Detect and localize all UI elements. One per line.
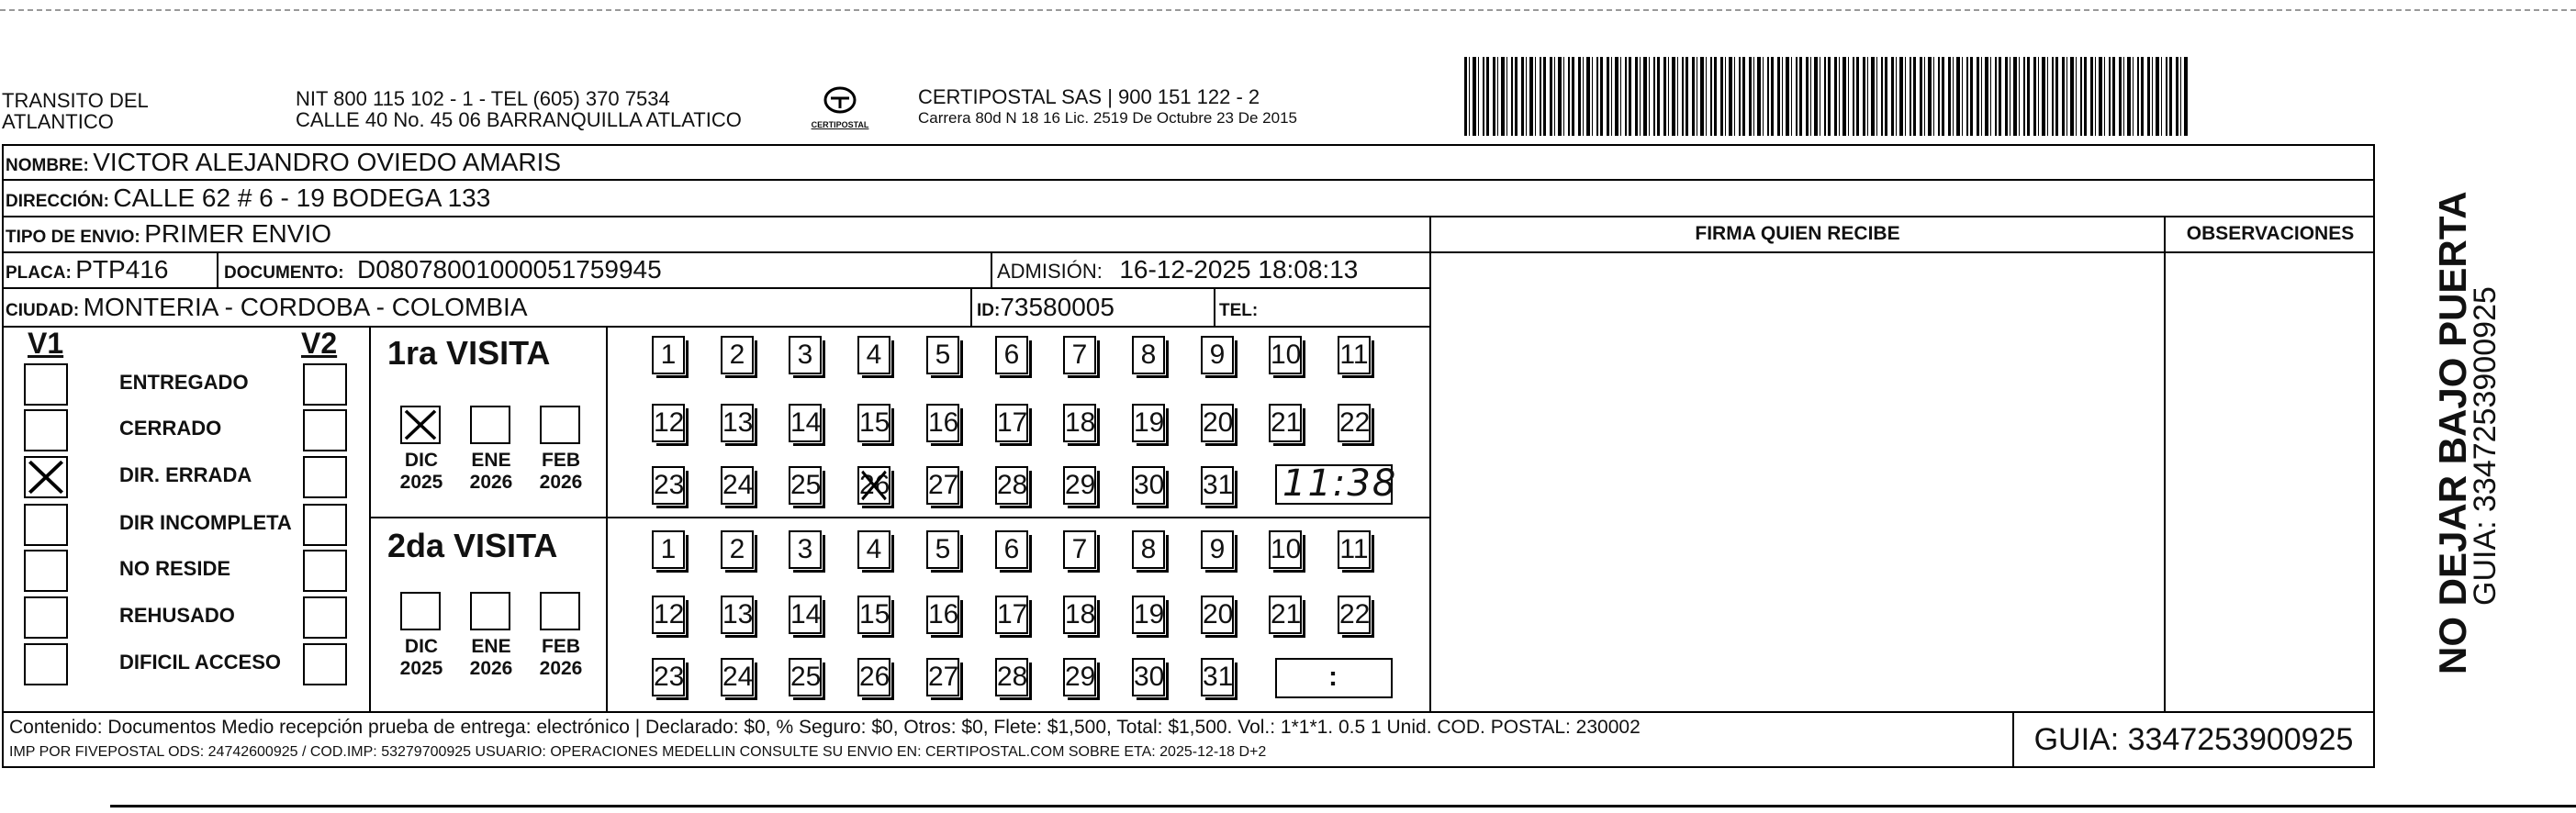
day-box[interactable]: 22 bbox=[1338, 596, 1371, 634]
day-box[interactable]: 29 bbox=[1063, 658, 1096, 696]
day-box[interactable]: 13 bbox=[721, 404, 754, 442]
top-cut-line bbox=[0, 9, 2576, 11]
tel-label: TEL: bbox=[1219, 301, 1259, 320]
month-label bbox=[459, 636, 523, 680]
day-box[interactable]: 26 bbox=[857, 658, 890, 696]
ciudad-value: MONTERIA - CORDOBA - COLOMBIA bbox=[83, 293, 528, 321]
day-box[interactable]: 7 bbox=[1063, 336, 1096, 374]
day-box[interactable]: 1 bbox=[652, 336, 685, 374]
month-name: DIC bbox=[404, 636, 439, 657]
company-line2: Carrera 80d N 18 16 Lic. 2519 De Octubre 23 De 2015 bbox=[918, 109, 1297, 127]
nombre-row bbox=[6, 145, 561, 180]
month-checkbox[interactable] bbox=[400, 406, 441, 444]
tipo-row bbox=[6, 217, 331, 251]
day-box[interactable]: 31 bbox=[1201, 658, 1234, 696]
day-box[interactable]: 11 bbox=[1338, 336, 1371, 374]
day-box[interactable]: 17 bbox=[995, 596, 1028, 634]
day-box[interactable]: 11 bbox=[1338, 530, 1371, 569]
visit1-time-box[interactable] bbox=[1275, 462, 1398, 505]
day-box[interactable]: 8 bbox=[1132, 336, 1165, 374]
month-label bbox=[459, 450, 523, 494]
v2-checkbox[interactable] bbox=[303, 456, 347, 498]
ciudad-cell bbox=[6, 288, 528, 326]
day-box[interactable]: 14 bbox=[789, 404, 822, 442]
day-box[interactable]: 15 bbox=[857, 596, 890, 634]
day-box[interactable]: 20 bbox=[1201, 596, 1234, 634]
ciudad-label: CIUDAD: bbox=[6, 301, 80, 320]
month-checkbox[interactable] bbox=[470, 592, 510, 630]
observaciones-header: OBSERVACIONES bbox=[2186, 223, 2355, 244]
cross-overlay bbox=[859, 468, 889, 503]
month-name: FEB bbox=[542, 636, 580, 657]
company-info bbox=[918, 86, 1297, 128]
v1-checkbox[interactable] bbox=[24, 456, 68, 498]
month-year: 2026 bbox=[469, 472, 513, 493]
v1-checkbox[interactable] bbox=[24, 409, 68, 451]
day-box[interactable]: 10 bbox=[1269, 530, 1302, 569]
day-box[interactable]: 25 bbox=[789, 466, 822, 505]
nombre-value: VICTOR ALEJANDRO OVIEDO AMARIS bbox=[93, 148, 562, 176]
v1-checkbox[interactable] bbox=[24, 643, 68, 685]
day-box[interactable]: 18 bbox=[1063, 404, 1096, 442]
day-box[interactable]: 8 bbox=[1132, 530, 1165, 569]
day-box[interactable]: 23 bbox=[652, 658, 685, 696]
month-label bbox=[389, 636, 454, 680]
day-box[interactable]: 19 bbox=[1132, 596, 1165, 634]
sender-nit bbox=[296, 88, 742, 130]
day-box[interactable]: 24 bbox=[721, 466, 754, 505]
status-label: CERRADO bbox=[119, 417, 222, 440]
visit2-title: 2da VISITA bbox=[387, 527, 558, 564]
month-checkbox[interactable] bbox=[540, 406, 580, 444]
month-name: ENE bbox=[471, 636, 511, 657]
day-box[interactable]: 28 bbox=[995, 466, 1028, 505]
tipo-label: TIPO DE ENVIO: bbox=[6, 228, 140, 247]
no-dejar-warning: NO DEJAR BAJO PUERTA bbox=[2431, 191, 2474, 674]
day-box[interactable]: 30 bbox=[1132, 658, 1165, 696]
day-box[interactable]: 5 bbox=[926, 336, 959, 374]
day-box[interactable]: 9 bbox=[1201, 336, 1234, 374]
day-box[interactable]: 23 bbox=[652, 466, 685, 505]
nit-line1: NIT 800 115 102 - 1 - TEL (605) 370 7534 bbox=[296, 87, 670, 110]
month-name: ENE bbox=[471, 450, 511, 471]
placa-cell bbox=[6, 252, 168, 287]
visit1-title: 1ra VISITA bbox=[387, 334, 551, 372]
footer-line1: Contenido: Documentos Medio recepción prueba de entrega: electrónico | Declarado: $0, % Seguro: $0, Otros: $0, Flete: $1,500, Total: $1,500. Vol.: 1*1*1. 0.5 1 Unid. COD. POSTAL: 230002 bbox=[9, 717, 1641, 738]
documento-cell bbox=[224, 252, 662, 287]
guia-vertical: GUIA: 3347253900925 bbox=[2468, 286, 2503, 606]
day-box[interactable]: 10 bbox=[1269, 336, 1302, 374]
day-box[interactable]: 1 bbox=[652, 530, 685, 569]
day-box[interactable]: 28 bbox=[995, 658, 1028, 696]
day-box[interactable]: 5 bbox=[926, 530, 959, 569]
v2-header: V2 bbox=[301, 327, 338, 360]
day-box[interactable]: 13 bbox=[721, 596, 754, 634]
day-box[interactable]: 19 bbox=[1132, 404, 1165, 442]
direccion-value: CALLE 62 # 6 - 19 BODEGA 133 bbox=[113, 184, 491, 212]
day-box[interactable]: 21 bbox=[1269, 404, 1302, 442]
status-label: DIFICIL ACCESO bbox=[119, 651, 282, 674]
day-box[interactable]: 17 bbox=[995, 404, 1028, 442]
month-year: 2026 bbox=[539, 472, 583, 493]
placa-label: PLACA: bbox=[6, 263, 72, 283]
direccion-label: DIRECCIÓN: bbox=[6, 192, 109, 211]
footer-line2: IMP POR FIVEPOSTAL ODS: 24742600925 / COD.IMP: 53279700925 USUARIO: OPERACIONES MEDELLIN CONSULTE SU ENVIO EN: CERTIPOSTAL.COM SOBRE ETA: 2025-12-18 D+2 bbox=[9, 744, 1267, 760]
month-name: FEB bbox=[542, 450, 580, 471]
placa-value: PTP416 bbox=[75, 255, 169, 284]
v1-header: V1 bbox=[28, 327, 64, 360]
day-box[interactable]: 3 bbox=[789, 336, 822, 374]
x-mark-icon bbox=[26, 458, 66, 496]
logo-text: CERTIPOSTAL bbox=[811, 120, 869, 129]
day-box[interactable]: 2 bbox=[721, 336, 754, 374]
status-label: NO RESIDE bbox=[119, 557, 231, 580]
month-checkbox[interactable] bbox=[540, 592, 580, 630]
v1-checkbox[interactable] bbox=[24, 596, 68, 639]
day-box[interactable]: 22 bbox=[1338, 404, 1371, 442]
v1-checkbox[interactable] bbox=[24, 504, 68, 546]
day-box[interactable]: 6 bbox=[995, 530, 1028, 569]
v2-checkbox[interactable] bbox=[303, 363, 347, 406]
visit2-time-box[interactable] bbox=[1275, 658, 1393, 698]
tel-cell bbox=[1219, 288, 1258, 326]
admision-cell bbox=[997, 252, 1358, 287]
day-box[interactable]: 14 bbox=[789, 596, 822, 634]
day-box[interactable]: 27 bbox=[926, 658, 959, 696]
sender-line2: ATLANTICO bbox=[2, 110, 114, 133]
status-label: DIR INCOMPLETA bbox=[119, 511, 292, 534]
direccion-row bbox=[6, 181, 490, 216]
visit2-time-placeholder: : bbox=[1328, 662, 1338, 692]
x-mark-icon bbox=[402, 407, 439, 442]
day-box[interactable]: 12 bbox=[652, 596, 685, 634]
logo-icon bbox=[822, 86, 858, 116]
status-label: DIR. ERRADA bbox=[119, 463, 252, 486]
certipostal-logo bbox=[801, 86, 879, 134]
v2-checkbox[interactable] bbox=[303, 643, 347, 685]
day-box[interactable]: 4 bbox=[857, 336, 890, 374]
v1-checkbox[interactable] bbox=[24, 363, 68, 406]
firma-header: FIRMA QUIEN RECIBE bbox=[1695, 223, 1900, 244]
company-line1: CERTIPOSTAL SAS | 900 151 122 - 2 bbox=[918, 85, 1260, 108]
day-box[interactable]: 15 bbox=[857, 404, 890, 442]
day-box[interactable]: 6 bbox=[995, 336, 1028, 374]
id-cell bbox=[977, 288, 1114, 326]
v2-checkbox[interactable] bbox=[303, 409, 347, 451]
day-box[interactable]: 24 bbox=[721, 658, 754, 696]
day-box[interactable]: 30 bbox=[1132, 466, 1165, 505]
v2-checkbox[interactable] bbox=[303, 550, 347, 592]
day-box[interactable]: 3 bbox=[789, 530, 822, 569]
month-year: 2026 bbox=[539, 658, 583, 679]
x-mark-icon bbox=[859, 468, 889, 503]
day-box[interactable]: 26 bbox=[857, 466, 890, 505]
day-box[interactable]: 20 bbox=[1201, 404, 1234, 442]
day-box[interactable]: 9 bbox=[1201, 530, 1234, 569]
footer-guia: GUIA: 3347253900925 bbox=[2033, 722, 2354, 757]
visit1-time-handwritten: 11:38 bbox=[1282, 462, 1398, 505]
tipo-value: PRIMER ENVIO bbox=[144, 219, 332, 248]
barcode bbox=[1464, 57, 2190, 136]
day-box[interactable]: 31 bbox=[1201, 466, 1234, 505]
v2-checkbox[interactable] bbox=[303, 596, 347, 639]
bottom-cut-line bbox=[110, 805, 2576, 807]
admision-label: ADMISIÓN: bbox=[997, 260, 1103, 283]
day-box[interactable]: 7 bbox=[1063, 530, 1096, 569]
month-label bbox=[529, 450, 593, 494]
day-box[interactable]: 21 bbox=[1269, 596, 1302, 634]
day-box[interactable]: 16 bbox=[926, 596, 959, 634]
documento-label: DOCUMENTO: bbox=[224, 263, 344, 283]
status-label: ENTREGADO bbox=[119, 371, 249, 394]
day-box[interactable]: 27 bbox=[926, 466, 959, 505]
month-year: 2026 bbox=[469, 658, 513, 679]
month-checkbox[interactable] bbox=[400, 592, 441, 630]
day-box[interactable]: 18 bbox=[1063, 596, 1096, 634]
day-box[interactable]: 2 bbox=[721, 530, 754, 569]
month-label bbox=[529, 636, 593, 680]
month-year: 2025 bbox=[399, 472, 443, 493]
month-label bbox=[389, 450, 454, 494]
day-box[interactable]: 12 bbox=[652, 404, 685, 442]
admision-value: 16-12-2025 18:08:13 bbox=[1119, 255, 1359, 284]
status-label: REHUSADO bbox=[119, 604, 235, 627]
month-checkbox[interactable] bbox=[470, 406, 510, 444]
month-name: DIC bbox=[404, 450, 439, 471]
day-box[interactable]: 4 bbox=[857, 530, 890, 569]
day-box[interactable]: 25 bbox=[789, 658, 822, 696]
id-label: ID: bbox=[977, 301, 1001, 320]
v2-checkbox[interactable] bbox=[303, 504, 347, 546]
sender-name bbox=[2, 90, 149, 132]
day-box[interactable]: 29 bbox=[1063, 466, 1096, 505]
month-year: 2025 bbox=[399, 658, 443, 679]
day-box[interactable]: 16 bbox=[926, 404, 959, 442]
v1-checkbox[interactable] bbox=[24, 550, 68, 592]
nombre-label: NOMBRE: bbox=[6, 156, 89, 175]
sender-line1: TRANSITO DEL bbox=[2, 89, 149, 112]
nit-line2: CALLE 40 No. 45 06 BARRANQUILLA ATLATICO bbox=[296, 108, 742, 131]
documento-value: D08078001000051759945 bbox=[357, 255, 662, 284]
id-value: 73580005 bbox=[1000, 293, 1114, 321]
